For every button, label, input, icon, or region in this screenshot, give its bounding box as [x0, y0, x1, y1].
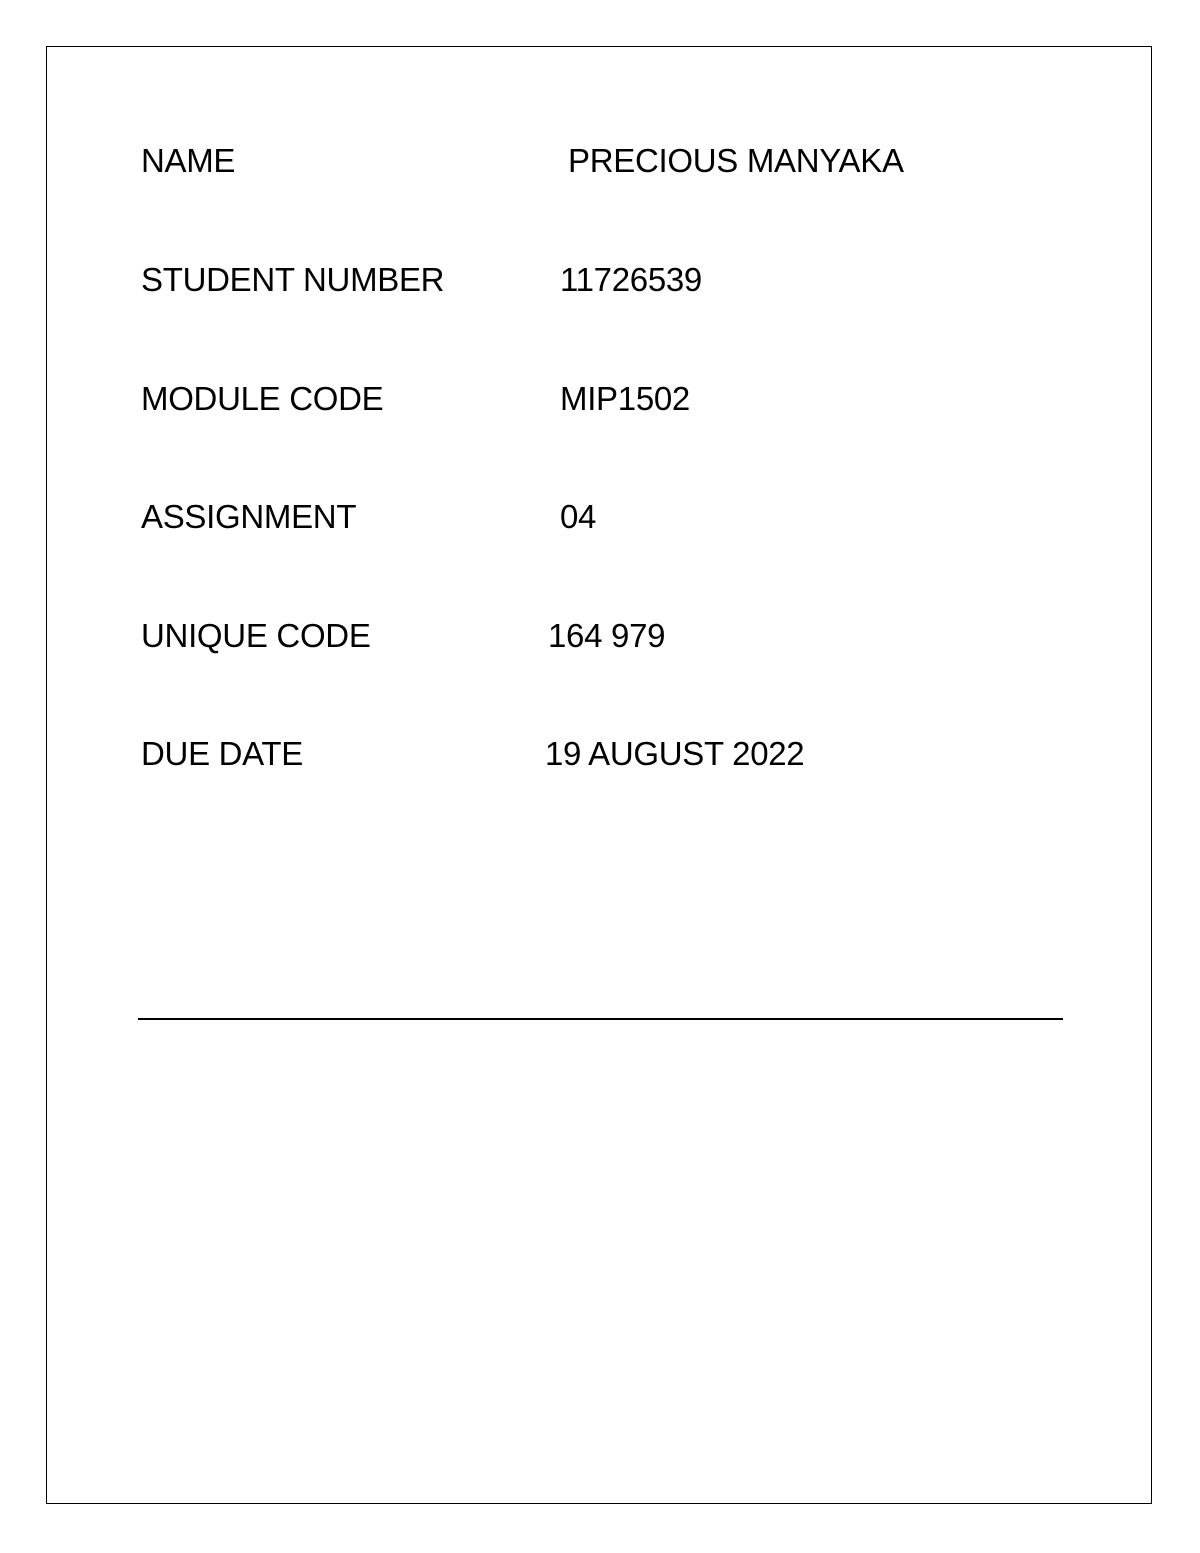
unique-code-value: 164 979 — [548, 617, 666, 654]
module-code-value: MIP1502 — [560, 380, 690, 417]
name-value: PRECIOUS MANYAKA — [568, 142, 904, 179]
horizontal-divider — [138, 1018, 1063, 1020]
student-number-value: 11726539 — [560, 261, 702, 298]
name-label: NAME — [141, 142, 236, 179]
assignment-value: 04 — [560, 498, 597, 535]
student-number-label: STUDENT NUMBER — [141, 261, 445, 298]
due-date-label: DUE DATE — [141, 735, 304, 772]
module-code-label: MODULE CODE — [141, 380, 384, 417]
due-date-value: 19 AUGUST 2022 — [545, 735, 805, 772]
unique-code-label: UNIQUE CODE — [141, 617, 371, 654]
assignment-label: ASSIGNMENT — [141, 498, 357, 535]
